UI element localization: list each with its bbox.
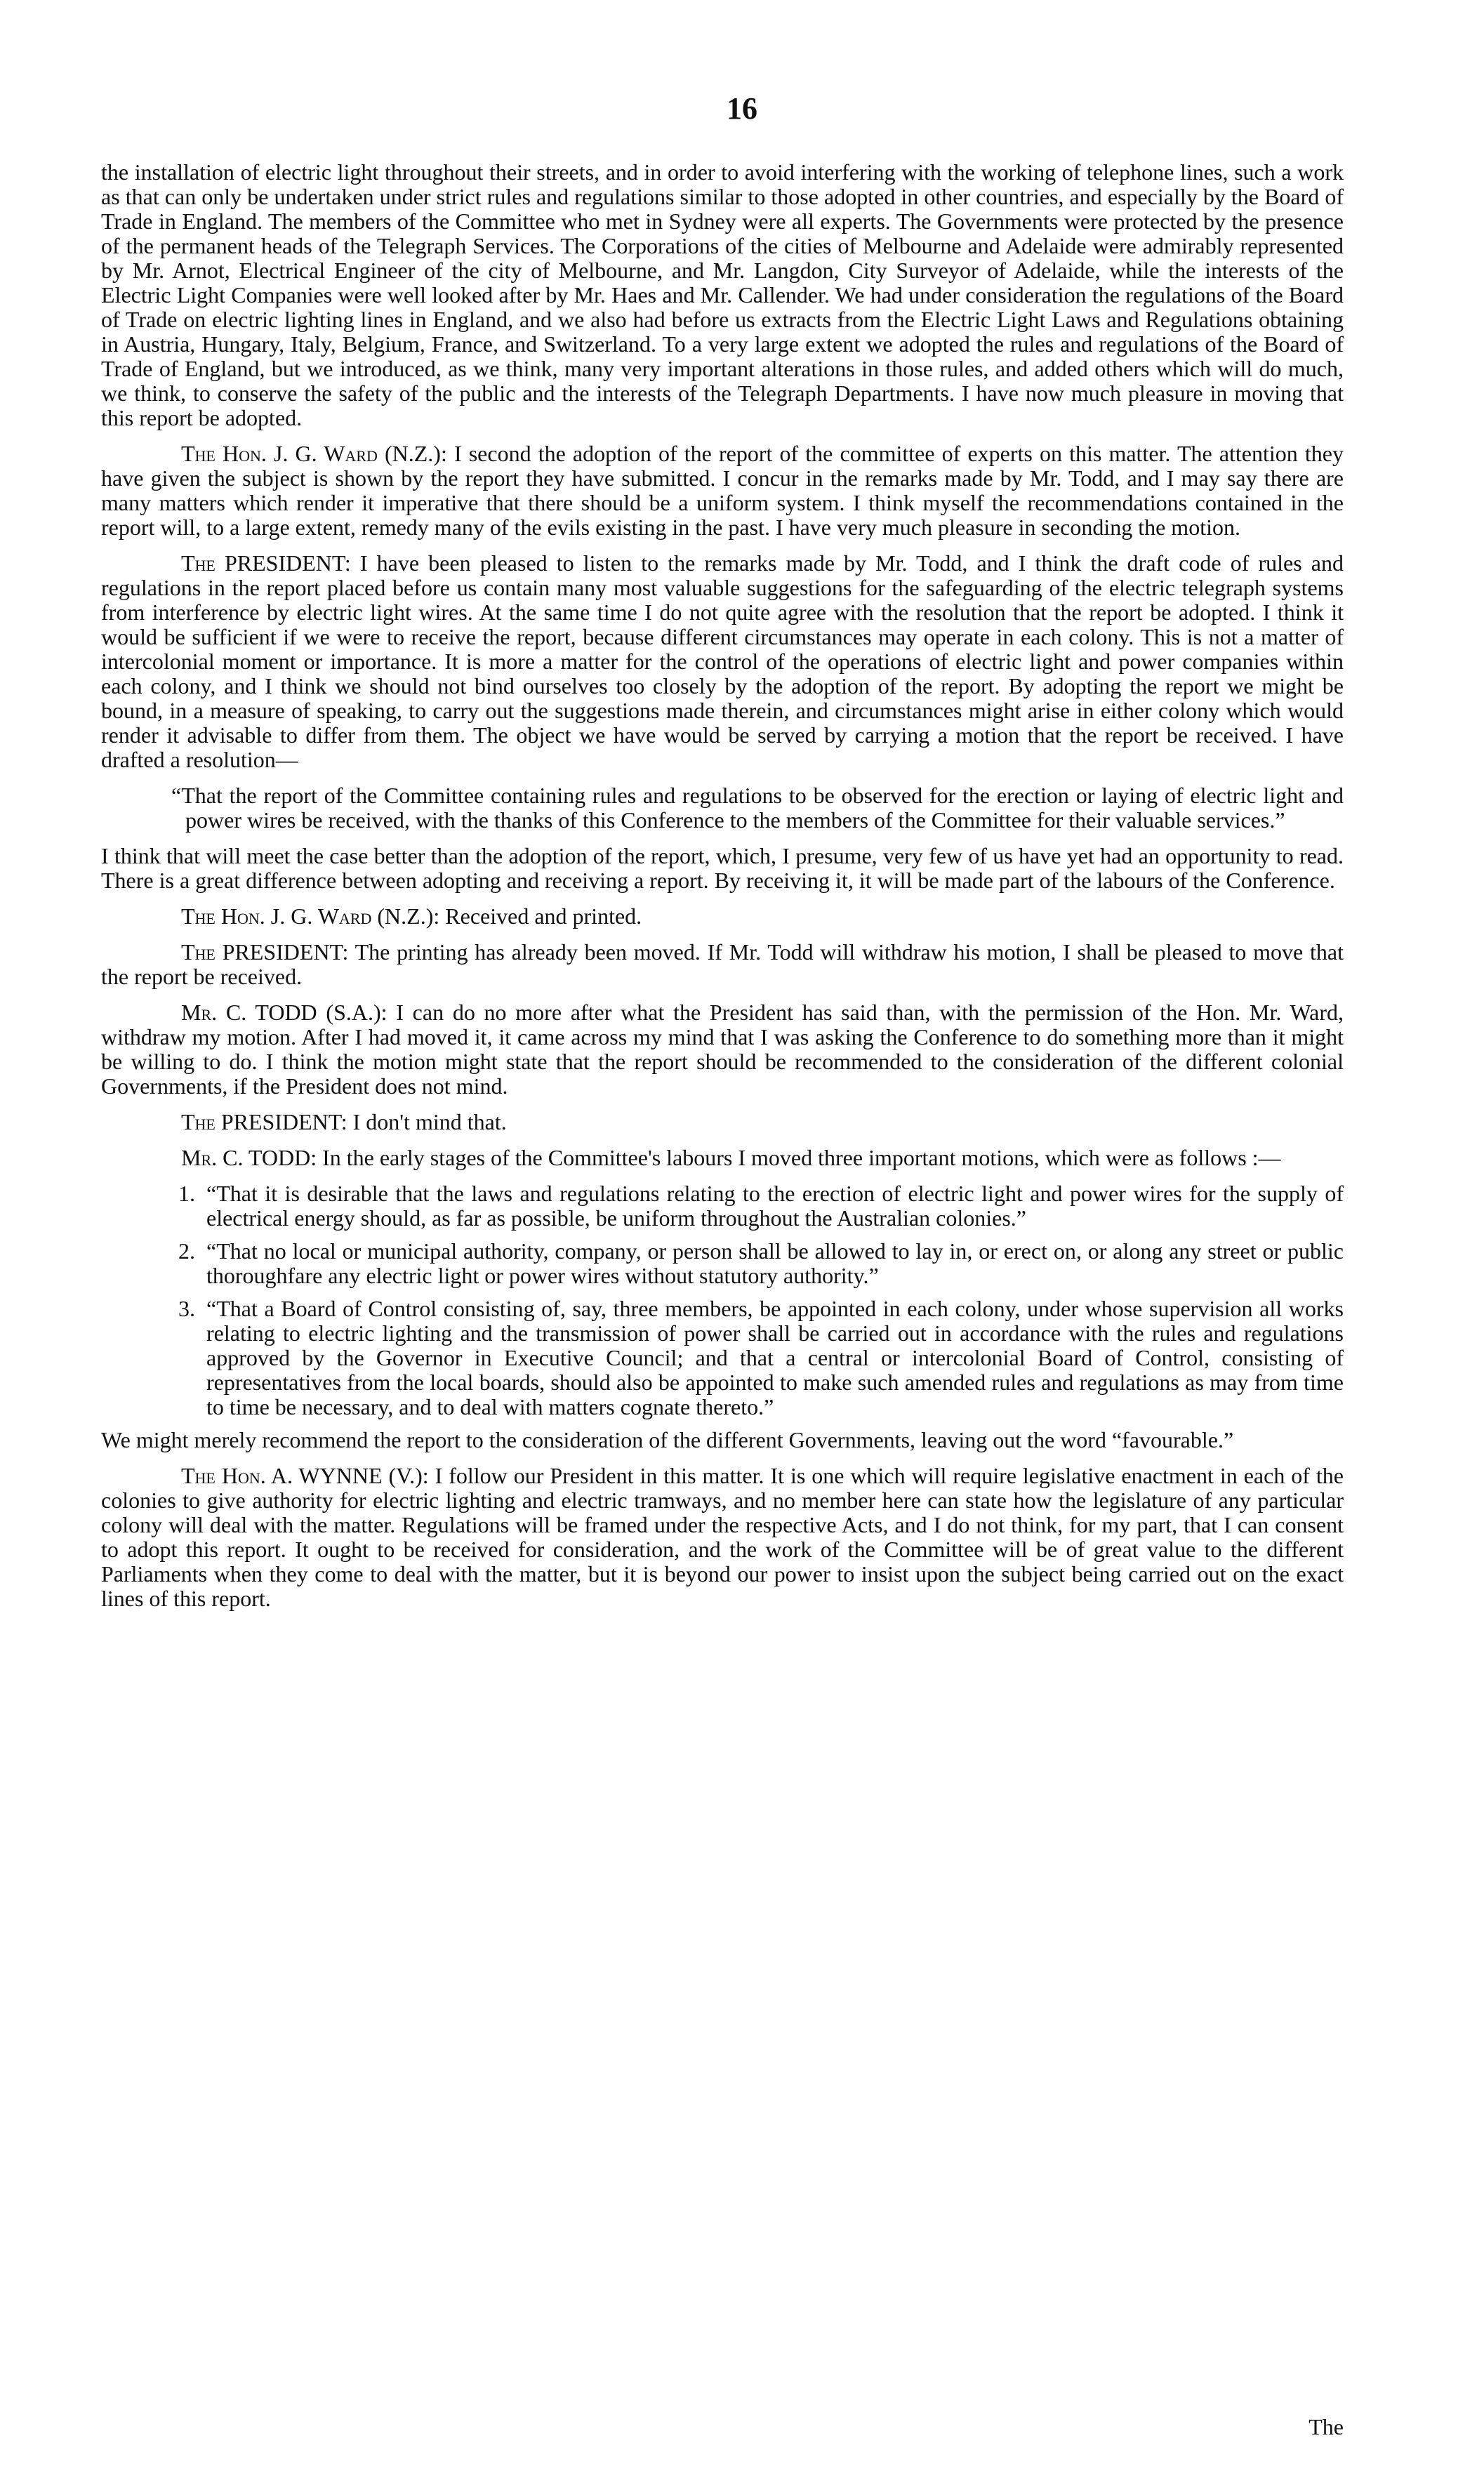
speech-text: I have been pleased to listen to the remarks made by Mr. Todd, and I think the draft code of rules and regulations in the report placed before us contain many most valuable suggestions for the safeguarding of the electric telegraph systems from interference by electric light wires. At the same time I do not quite agree with the resolution that the report be adopted. I think it would be sufficient if we were to receive the report, because different circumstances may operate in each colony. This is not a matter of intercolonial moment or importance. It is more a matter for the control of the operations of electric light and power companies within each colony, and I think we should not bind ourselves too closely by the adoption of the report. By adopting the report we might be bound, in a measure of speaking, to carry out the suggestions made therein, and circumstances might arise in either colony which would render it advisable to differ from them. The object we have would be served by carrying a motion that the report be received. I have drafted a resolution— <box>101 550 1344 772</box>
page-number: 16 <box>727 91 757 126</box>
speech-text: The printing has already been moved. If Mr. Todd will withdraw his motion, I shall be pleased to move that the report be received. <box>101 939 1344 989</box>
paragraph-president-dont-mind <box>101 1110 1344 1134</box>
motion-item <box>101 1239 1344 1288</box>
paragraph-recommend-report: We might merely recommend the report to the consideration of the different Governments, leaving out the word “favourable.” <box>101 1427 1234 1452</box>
speaker-name: The PRESIDENT: <box>181 550 351 576</box>
speech-text: I second the adoption of the report of the committee of experts on this matter. The attention they have given the subject is shown by the report they have submitted. I concur in the remarks made by Mr. Todd, and I may say there are many matters which render it imperative that there should be a uniform system. I think myself the recommendations contained in the report will, to a large extent, remedy many of the evils existing in the past. I have very much pleasure in seconding the motion. <box>101 441 1344 540</box>
speaker-name: The PRESIDENT: <box>181 1109 347 1134</box>
motion-text: “That it is desirable that the laws and regulations relating to the erection of electric light and power wires for the supply of electrical energy should, as far as possible, be uniform throughout the Australian colonies.” <box>206 1181 1344 1231</box>
motion-item <box>101 1297 1344 1419</box>
page-body <box>101 160 1344 1622</box>
catchword: The <box>1309 2414 1344 2439</box>
motion-text: “That a Board of Control consisting of, say, three members, be appointed in each colony, under whose supervision all works relating to electric lighting and the transmission of power shall be carried out in accordance with the rules and regulations approved by the Governor in Executive Council; and that a central or intercolonial Board of Control, consisting of representatives from the local boards, should also be appointed to make such amended rules and regulations as may from time to time be necessary, and to deal with matters cognate thereto.” <box>206 1296 1344 1419</box>
speech-text: I don't mind that. <box>347 1109 507 1134</box>
speaker-name: Mr. C. TODD (S.A.): <box>181 1000 387 1025</box>
speaker-name: Mr. C. TODD: <box>181 1145 317 1170</box>
paragraph-president-continued: I think that will meet the case better than the adoption of the report, which, I presume, very few of us have yet had an opportunity to read. There is a great difference between adopting and receiving a report. By receiving it, it will be made part of the labours of the Conference. <box>101 843 1344 893</box>
speaker-name: The Hon. J. G. Ward (N.Z.): <box>181 441 447 466</box>
paragraph-ward-received <box>101 904 1344 929</box>
paragraph-todd-continuation: the installation of electric light throughout their streets, and in order to avoid interfering with the working of telephone lines, such a work as that can only be undertaken under strict rules and regulations similar to those adopted in other countries, and especially by the Board of Trade in England. The members of the Committee who met in Sydney were all experts. The Governments were protected by the presence of the permanent heads of the Telegraph Services. The Corporations of the cities of Melbourne and Adelaide were admirably represented by Mr. Arnot, Electrical Engineer of the city of Melbourne, and Mr. Langdon, City Surveyor of Adelaide, while the interests of the Electric Light Companies were well looked after by Mr. Haes and Mr. Callender. We had under consideration the regulations of the Board of Trade on electric lighting lines in England, and we also had before us extracts from the Electric Light Laws and Regulations obtaining in Austria, Hungary, Italy, Belgium, France, and Switzerland. To a very large extent we adopted the rules and regulations of the Board of Trade of England, but we introduced, as we think, many very important alterations in those rules, and added others which will do much, we think, to conserve the safety of the public and the interests of the Telegraph Departments. I have now much pleasure in moving that this report be adopted. <box>101 159 1344 430</box>
motion-text: “That no local or municipal authority, company, or person shall be allowed to lay in, or erect on, or along any street or public thoroughfare any electric light or power wires without statutory authority.” <box>206 1238 1344 1288</box>
paragraph-todd-withdraw <box>101 1000 1344 1099</box>
speech-text: I follow our President in this matter. It is one which will require legislative enactment in each of the colonies to give authority for electric lighting and electric tramways, and no member here can state how the legislature of any particular colony will deal with the matter. Regulations will be framed under the respective Acts, and I do not think, for my part, that I can consent to adopt this report. It ought to be received for consideration, and the work of the Committee will be of great value to the different Parliaments when they come to deal with the matter, but it is beyond our power to insist upon the subject being carried out on the exact lines of this report. <box>101 1463 1344 1611</box>
speaker-name: The Hon. J. G. Ward (N.Z.): <box>181 903 440 929</box>
speech-text: Received and printed. <box>439 903 642 929</box>
motion-number: 3. <box>178 1296 195 1321</box>
motions-list <box>101 1181 1344 1419</box>
paragraph-ward-seconding <box>101 442 1344 540</box>
paragraph-todd-motions-intro <box>101 1146 1344 1170</box>
speaker-name: The PRESIDENT: <box>181 939 349 965</box>
paragraph-president-printing <box>101 940 1344 989</box>
speech-text: I can do no more after what the President has said than, with the permission of the Hon. Mr. Ward, withdraw my motion. After I had moved it, it came across my mind that I was asking the Conference to do something more than it might be willing to do. I think the motion might state that the report should be recommended to the consideration of the different colonial Governments, if the President does not mind. <box>101 1000 1344 1099</box>
motion-number: 1. <box>178 1181 195 1206</box>
motion-item <box>101 1181 1344 1231</box>
paragraph-wynne-remarks <box>101 1464 1344 1611</box>
speech-text: In the early stages of the Committee's labours I moved three important motions, which were as follows :— <box>317 1145 1281 1170</box>
speaker-name: The Hon. A. WYNNE (V.): <box>181 1463 429 1488</box>
motion-number: 2. <box>178 1238 195 1264</box>
resolution-quote: “That the report of the Committee containing rules and regulations to be observed for the erection or laying of electric light and power wires be received, with the thanks of this Conference to the members of the Committee for their valuable services.” <box>171 783 1344 833</box>
paragraph-president-remarks <box>101 551 1344 772</box>
